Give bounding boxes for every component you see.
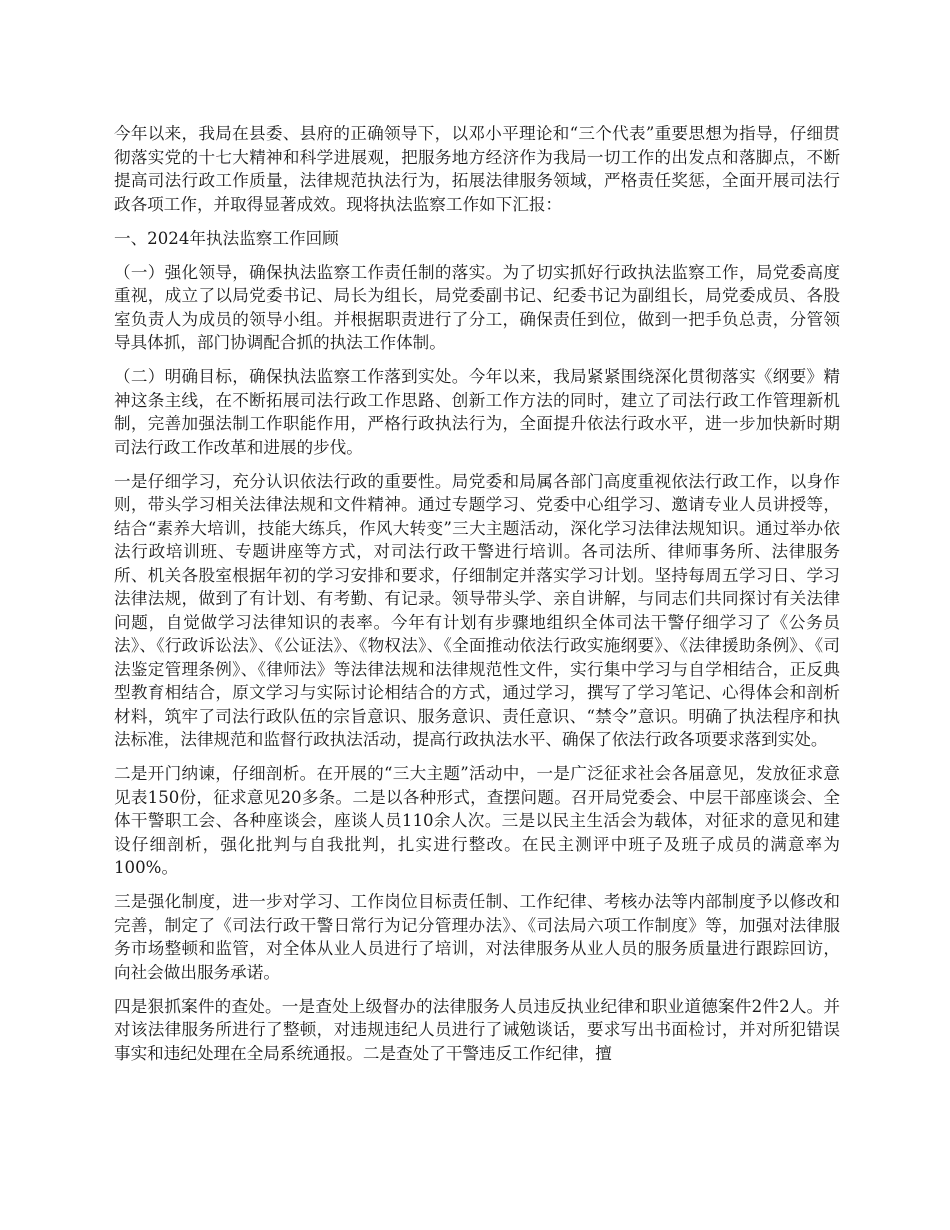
body-paragraph: 四是狠抓案件的查处。一是查处上级督办的法律服务人员违反执业纪律和职业道德案件2件2人。并对该法律服务所进行了整顿，对违规违纪人员进行了诫勉谈话，要求写出书面检讨，并对所犯错误事实和违纪处理在全局系统通报。二是查处了干警违反工作纪律，擅 [114, 996, 840, 1063]
body-paragraph: 二是开门纳谏，仔细剖析。在开展的“三大主题”活动中，一是广泛征求社会各届意见，发放征求意见表150份，征求意见20多条。二是以各种形式，查摆问题。召开局党委会、中层干部座谈会、全体干警职工会、各种座谈会，座谈人员110余人次。三是以民主生活会为载体，对征求的意见和建设仔细剖析，强化批判与自我批判，扎实进行整改。在民主测评中班子及班子成员的满意率为100%。 [114, 764, 840, 877]
section-heading: 一、2024年执法监察工作回顾 [114, 228, 339, 248]
body-paragraph: （二）明确目标，确保执法监察工作落到实处。今年以来，我局紧紧围绕深化贯彻落实《纲要》精神这条主线，在不断拓展司法行政工作思路、创新工作方法的同时，建立了司法行政工作管理新机制，完善加强法制工作职能作用，严格行政执法行为，全面提升依法行政水平，进一步加快新时期司法行政工作改革和进展的步伐。 [114, 367, 840, 457]
body-paragraph: 一是仔细学习，充分认识依法行政的重要性。局党委和局属各部门高度重视依法行政工作，以身作则，带头学习相关法律法规和文件精神。通过专题学习、党委中心组学习、邀请专业人员讲授等，结合“素养大培训，技能大练兵，作风大转变”三大主题活动，深化学习法律法规知识。通过举办依法行政培训班、专题讲座等方式，对司法行政干警进行培训。各司法所、律师事务所、法律服务所、机关各股室根据年初的学习安排和要求，仔细制定并落实学习计划。坚持每周五学习日、学习法律法规，做到了有计划、有考勤、有记录。领导带头学、亲自讲解，与同志们共同探讨有关法律问题，自觉做学习法律知识的表率。今年有计划有步骤地组织全体司法干警仔细学习了《公务员法》、《行政诉讼法》、《公证法》、《物权法》、《全面推动依法行政实施纲要》、《法律援助条例》、《司法鉴定管理条例》、《律师法》等法律法规和法律规范性文件，实行集中学习与自学相结合，正反典型教育相结合，原文学习与实际讨论相结合的方式，通过学习，撰写了学习笔记、心得体会和剖析材料，筑牢了司法行政队伍的宗旨意识、服务意识、责任意识、“禁令”意识。明确了执法程序和执法标准，法律规范和监督行政执法活动，提高行政执法水平、确保了依法行政各项要求落到实处。 [114, 471, 840, 749]
body-paragraph: （一）强化领导，确保执法监察工作责任制的落实。为了切实抓好行政执法监察工作，局党委高度重视，成立了以局党委书记、局长为组长，局党委副书记、纪委书记为副组长，局党委成员、各股室负责人为成员的领导小组。并根据职责进行了分工，确保责任到位，做到一把手负总责，分管领导具体抓，部门协调配合抓的执法工作体制。 [114, 262, 840, 352]
intro-paragraph: 今年以来，我局在县委、县府的正确领导下，以邓小平理论和“三个代表”重要思想为指导，仔细贯彻落实党的十七大精神和科学进展观，把服务地方经济作为我局一切工作的出发点和落脚点，不断提高司法行政工作质量，法律规范执法行为，拓展法律服务领域，严格责任奖惩，全面开展司法行政各项工作，并取得显著成效。现将执法监察工作如下汇报： [114, 124, 840, 214]
body-paragraph: 三是强化制度，进一步对学习、工作岗位目标责任制、工作纪律、考核办法等内部制度予以修改和完善，制定了《司法行政干警日常行为记分管理办法》、《司法局六项工作制度》等，加强对法律服务市场整顿和监管，对全体从业人员进行了培训，对法律服务从业人员的服务质量进行跟踪回访，向社会做出服务承诺。 [114, 892, 840, 982]
document-body [114, 122, 840, 1076]
